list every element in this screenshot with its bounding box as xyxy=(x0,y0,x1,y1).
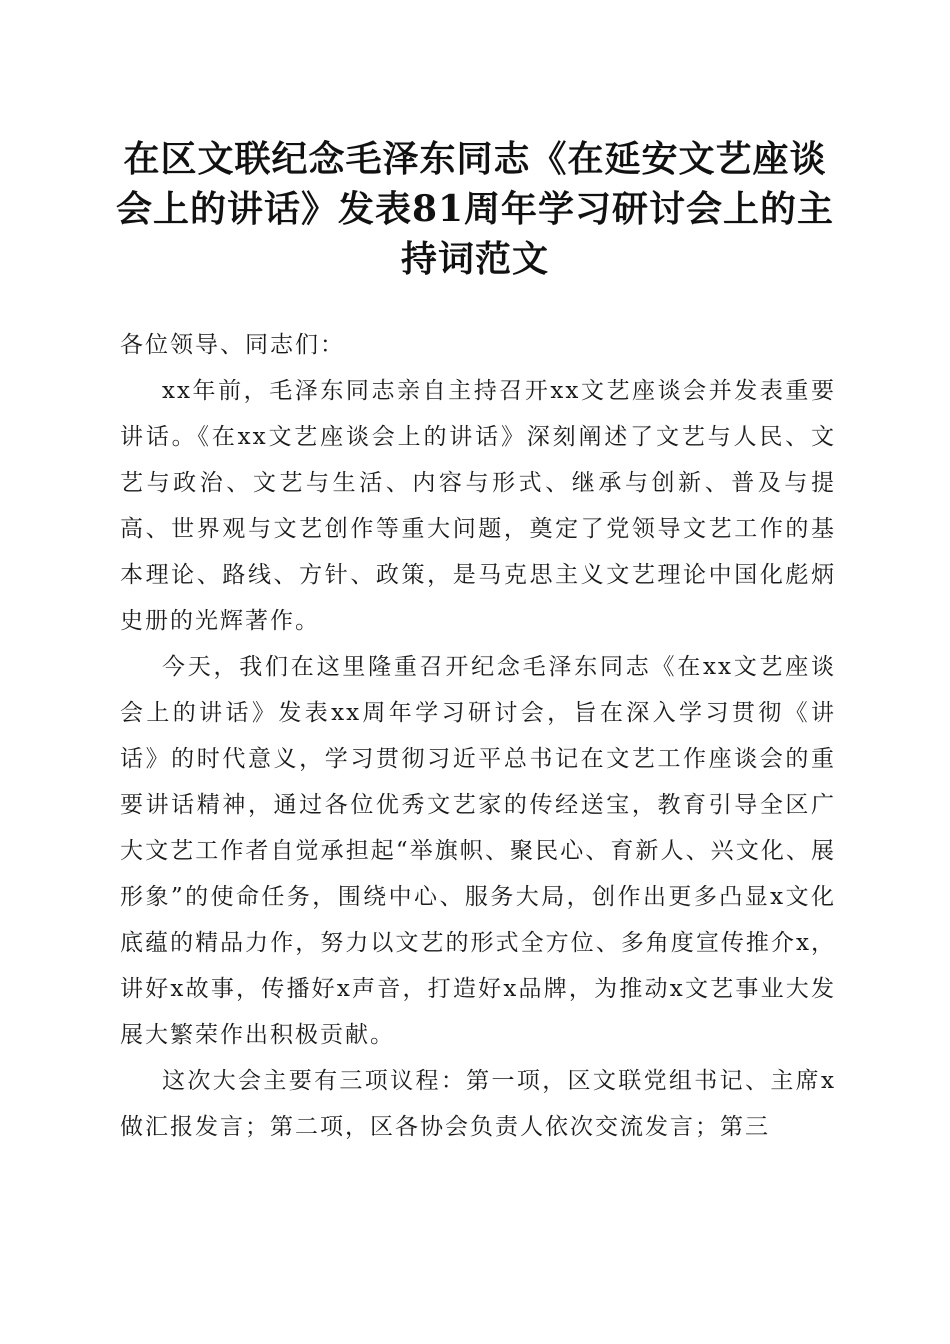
salutation: 各位领导、同志们： xyxy=(120,332,345,358)
document-body xyxy=(120,322,836,1150)
document-title: 在区文联纪念毛泽东同志《在延安文艺座谈会上的讲话》发表81周年学习研讨会上的主持词范文 xyxy=(115,138,835,280)
paragraph-1: xx年前，毛泽东同志亲自主持召开xx文艺座谈会并发表重要讲话。《在xx文艺座谈会上的讲话》深刻阐述了文艺与人民、文艺与政治、文艺与生活、内容与形式、继承与创新、普及与提高、世界观与文艺创作等重大问题，奠定了党领导文艺工作的基本理论、路线、方针、政策，是马克思主义文艺理论中国化彪炳史册的光辉著作。 xyxy=(120,378,836,634)
paragraph-3: 这次大会主要有三项议程：第一项，区文联党组书记、主席x做汇报发言；第二项，区各协会负责人依次交流发言；第三 xyxy=(120,1068,836,1140)
paragraph-2: 今天，我们在这里隆重召开纪念毛泽东同志《在xx文艺座谈会上的讲话》发表xx周年学习研讨会，旨在深入学习贯彻《讲话》的时代意义，学习贯彻习近平总书记在文艺工作座谈会的重要讲话精神，通过各位优秀文艺家的传经送宝，教育引导全区广大文艺工作者自觉承担起“举旗帜、聚民心、育新人、兴文化、展形象”的使命任务，围绕中心、服务大局，创作出更多凸显x文化底蕴的精品力作，努力以文艺的形式全方位、多角度宣传推介x，讲好x故事，传播好x声音，打造好x品牌，为推动x文艺事业大发展大繁荣作出积极贡献。 xyxy=(120,654,836,1048)
